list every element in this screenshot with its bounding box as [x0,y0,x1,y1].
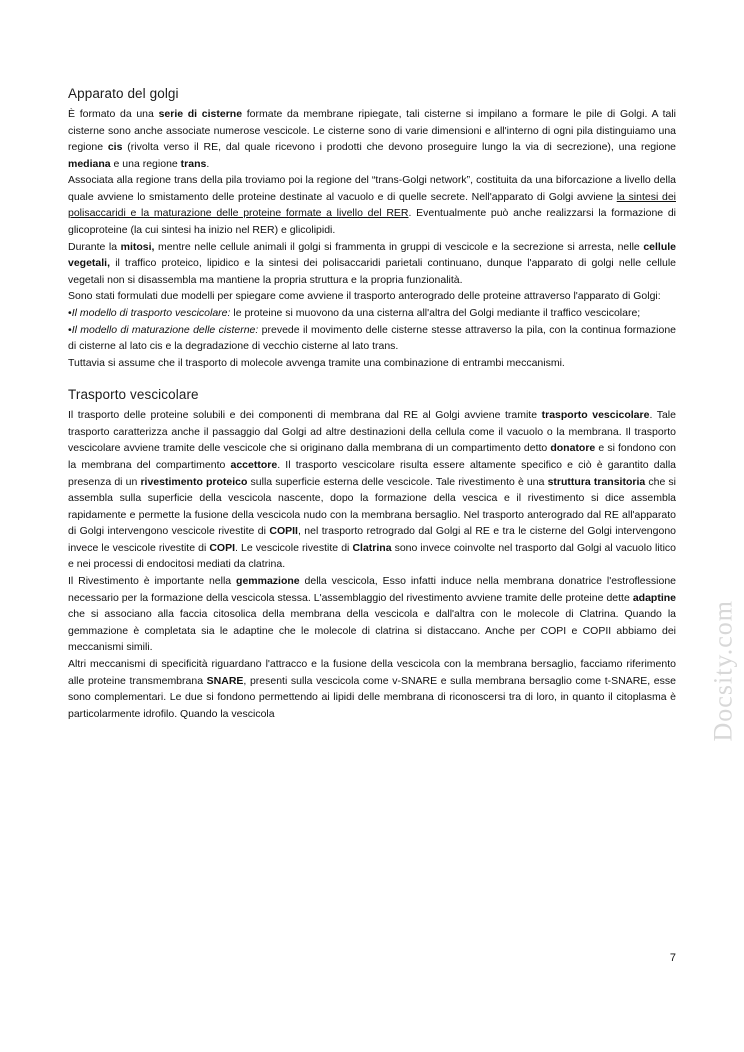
watermark: Docsity.com [708,600,737,742]
page-number: 7 [669,952,676,964]
section-title-trasporto-vescicolare: Trasporto vescicolare [68,387,199,403]
section-title-apparato-del-golgi: Apparato del golgi [68,86,179,101]
paragraph: Associata alla regione trans della pila troviamo poi la regione del “trans-Golgi network”, costituita da una biforcazione a livello della quale avviene lo smistamento delle proteine destinate al vacuolo e di quelle secrete. Nell'apparato di Golgi avviene la sintesi dei polisaccaridi e la maturazione delle proteine formate a livello del RER. Eventualmente può anche realizzarsi la formazione di glicoproteine (la cui sintesi ha inizio nel RER) e glicolipidi. [68,174,677,237]
list-item: •Il modello di maturazione delle cisterne: prevede il movimento delle cisterne stesse attraverso la pila, con la continua formazione di cisterne al lato cis e la degradazione di vecchio cisterne al lato trans. [68,323,676,353]
document-body [68,86,676,722]
paragraph: Altri meccanismi di specificità riguardano l'attracco e la fusione della vescicola con la membrana bersaglio, facciamo riferimento alle proteine transmembrana SNARE, presenti sulla vescicola come v-SNARE e sulla membrana bersaglio come t-SNARE, esse sono complementari. Le due si fondono permettendo ai lipidi delle membrana di riconoscersi tra di loro, in quanto il citoplasma è particolarmente idrofilo. Quando la vescicola [68,657,676,720]
list-item: •Il modello di trasporto vescicolare: le proteine si muovono da una cisterna all'altra del Golgi mediante il traffico vescicolare; [68,306,641,319]
section-trasporto-vescicolare-body [68,407,676,722]
section-apparato-del-golgi-body [68,106,676,371]
paragraph: Il Rivestimento è importante nella gemmazione della vescicola, Esso infatti induce nella membrana donatrice l'estroflessione necessario per la formazione della vescicola stessa. L'assemblaggio del rivestimento avviene tramite delle proteine dette adaptine che si associano alla faccia citosolica della membrana della vescicola e dall'altra con le molecole di Clatrina. Quando la gemmazione è completata sia le adaptine che le molecole di clatrina si distaccano. Anche per COPI e COPII abbiamo dei meccanismi simili. [68,575,676,654]
paragraph: Sono stati formulati due modelli per spiegare come avviene il trasporto anterogrado delle proteine attraverso l'apparato di Golgi: [68,290,661,303]
paragraph: È formato da una serie di cisterne formate da membrane ripiegate, tali cisterne si impilano a formare le pile di Golgi. A tali cisterne sono anche associate numerose vescicole. Le cisterne sono di varie dimensioni e all'interno di ogni pila distinguiamo una regione cis (rivolta verso il RE, dal quale ricevono i prodotti che devono proseguire lungo la via di secrezione), una regione mediana e una regione trans. [68,108,677,170]
paragraph: Durante la mitosi, mentre nelle cellule animali il golgi si frammenta in gruppi di vescicole e la secrezione si arresta, nelle cellule vegetali, il traffico proteico, lipidico e la sintesi dei polisaccaridi parietali continuano, dunque l'apparato di golgi nelle cellule vegetali non si disassembla ma mantiene la propria struttura e la propria funzionalità. [68,240,676,286]
paragraph: Tuttavia si assume che il trasporto di molecole avvenga tramite una combinazione di entrambi meccanismi. [68,356,565,369]
paragraph: Il trasporto delle proteine solubili e dei componenti di membrana dal RE al Golgi avviene tramite trasporto vescicolare. Tale trasporto caratterizza anche il passaggio dal Golgi ad altre destinazioni della cellula come il vacuolo o la membrana. Il trasporto vescicolare avviene tramite delle vescicole che si originano dalla membrana di un compartimento detto donatore e si fondono con la membrana del compartimento accettore. Il trasporto vescicolare risulta essere altamente specifico e ciò è garantito dalla presenza di un rivestimento proteico sulla superficie esterna delle vescicole. Tale rivestimento è una struttura transitoria che si assembla sulla superficie della vescicola nascente, dopo la formazione della vescica e il rivestimento si dice assembla rapidamente e permette la fusione della vescicola nudo con la membrana bersaglio. Nel trasporto anterogrado dal RE all'apparato di Golgi intervengono vescicole rivestite di COPII, nel trasporto retrogrado dal Golgi al RE e tra le cisterne del Golgi intervengono invece le vescicole rivestite di COPI. Le vescicole rivestite di Clatrina sono invece coinvolte nel trasporto dal Golgi al vacuolo litico e nei processi di endocitosi mediati da clatrina. [68,409,677,571]
